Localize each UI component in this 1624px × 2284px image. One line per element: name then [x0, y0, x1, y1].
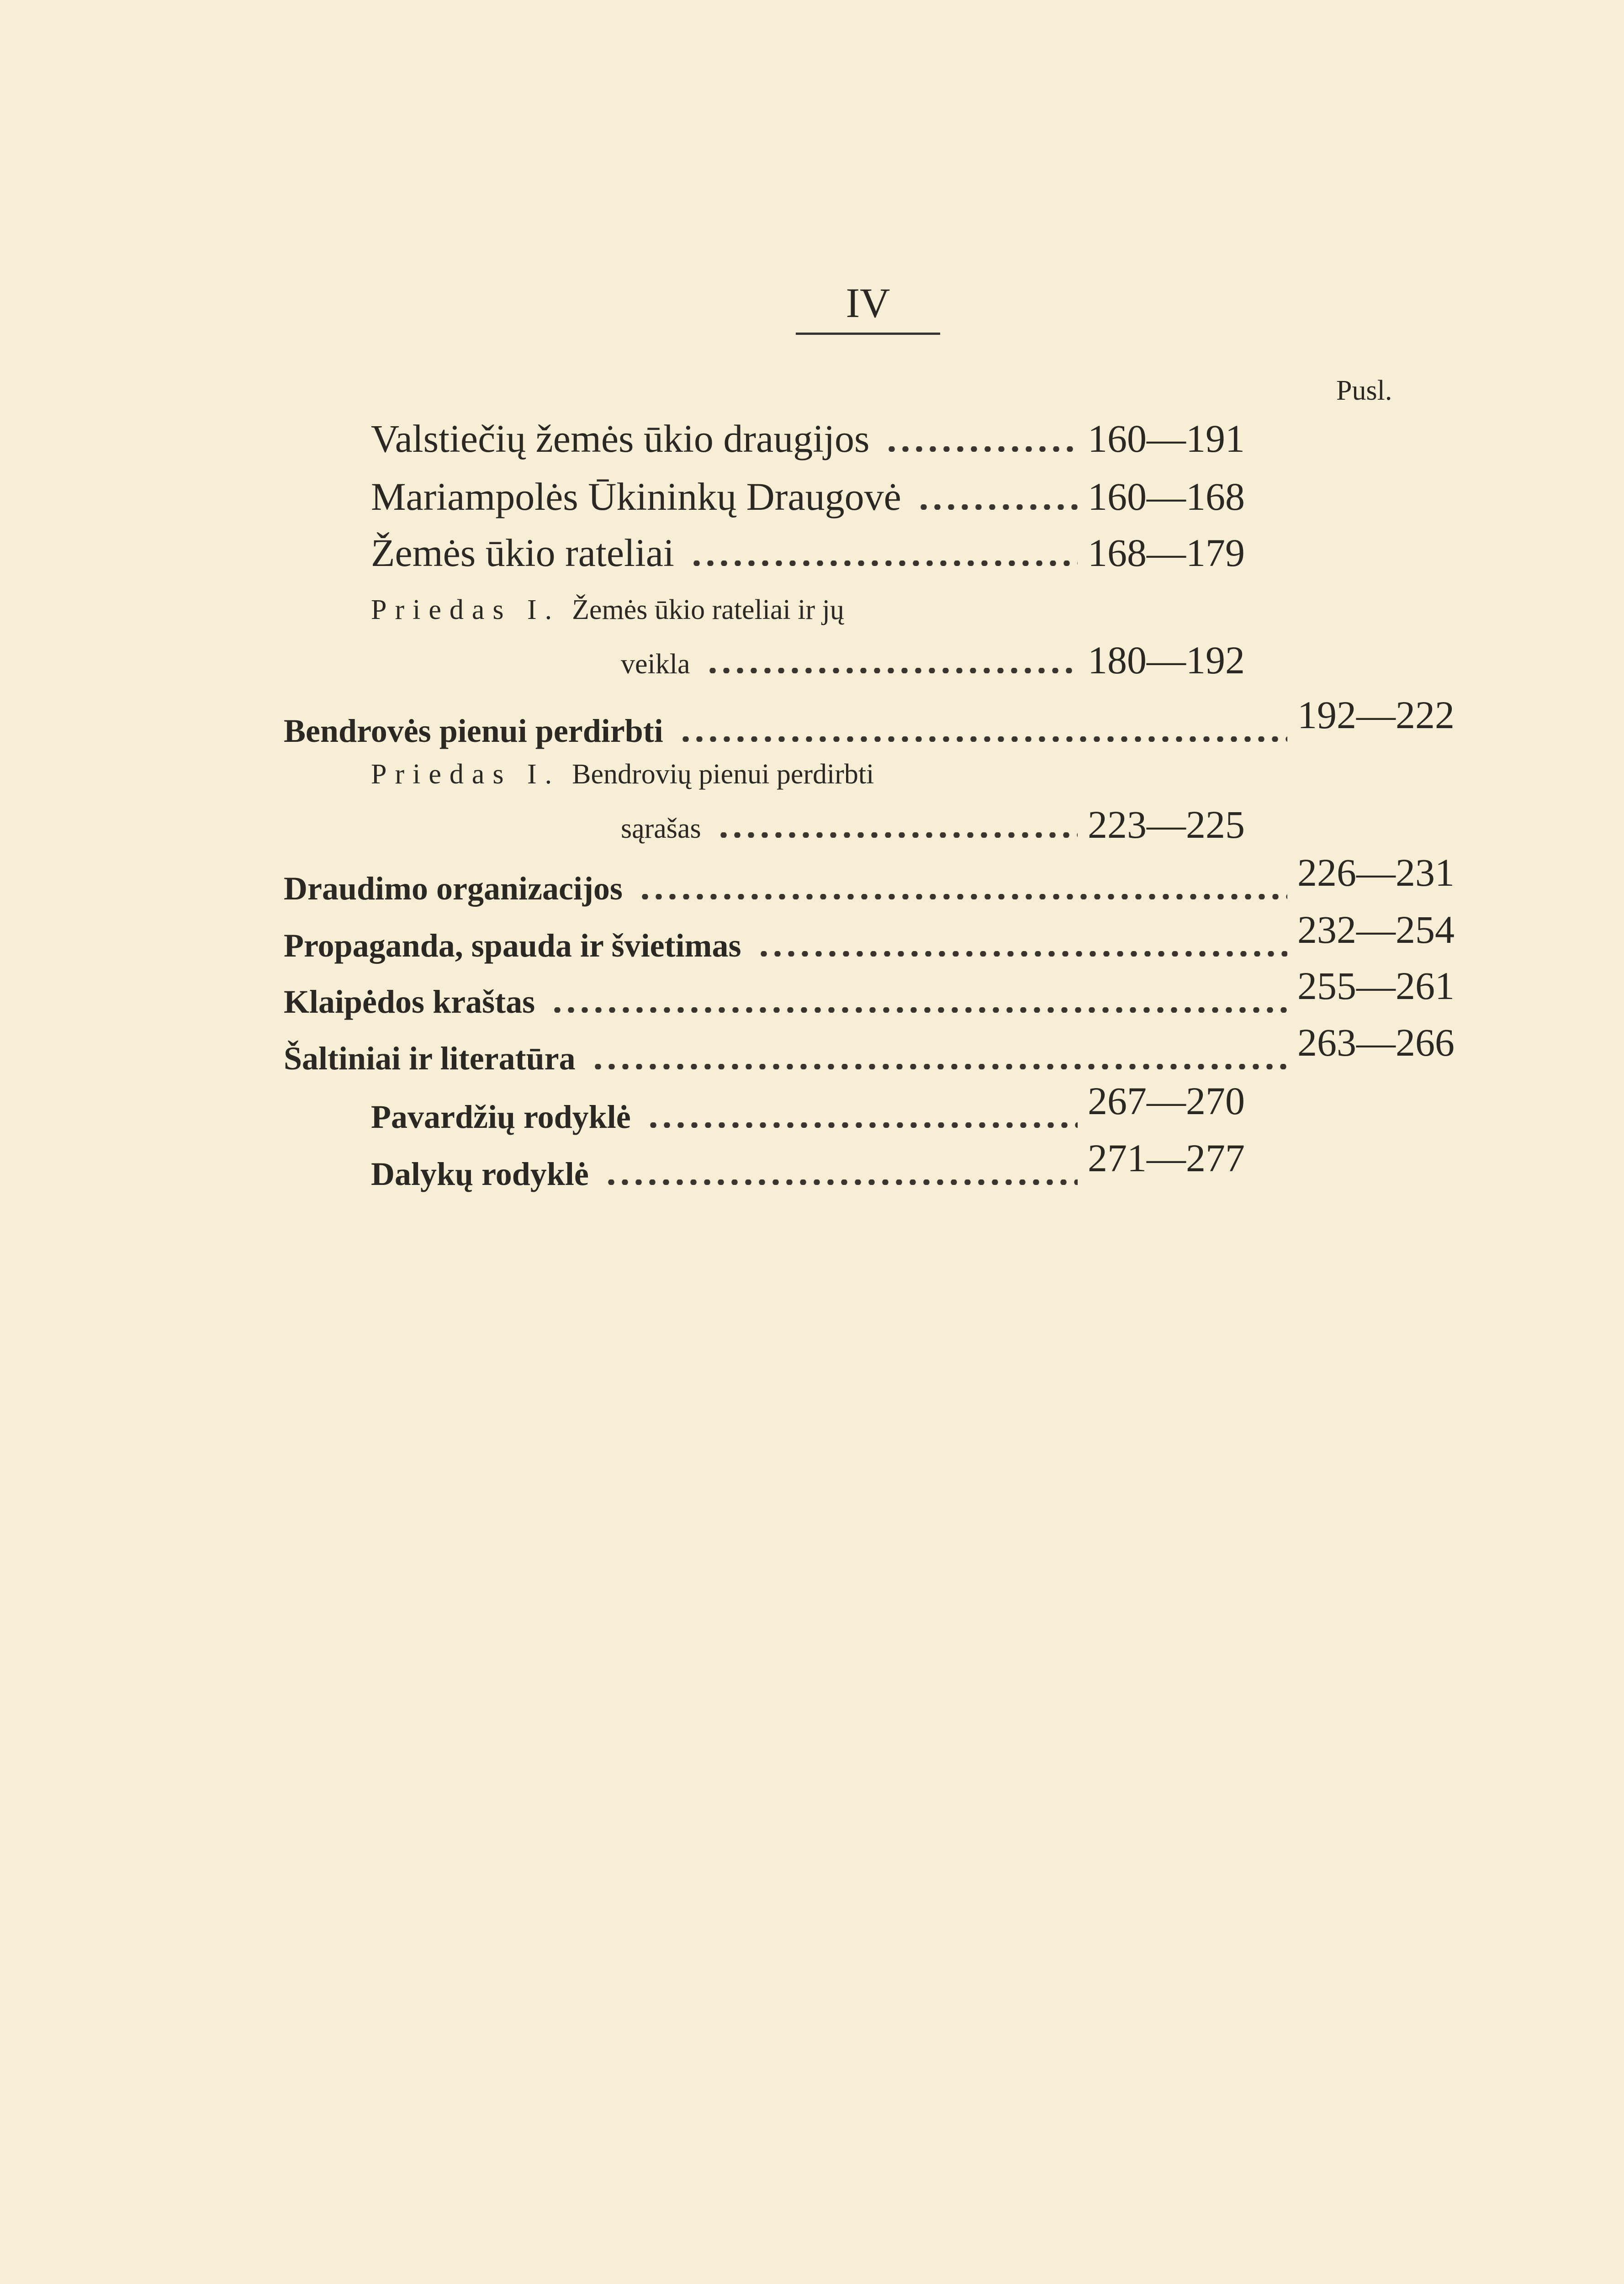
- dot-leader: [638, 894, 1287, 899]
- toc-entry: [284, 851, 1455, 909]
- dot-leader: [604, 1179, 1078, 1185]
- toc-entry: [284, 964, 1455, 1022]
- dot-leader: [706, 668, 1078, 673]
- entry-pages: 160—168: [1088, 475, 1245, 518]
- dot-leader: [646, 1122, 1078, 1128]
- entry-title: Propaganda, spauda ir švietimas: [284, 927, 741, 964]
- dot-leader: [679, 736, 1287, 742]
- toc-entry: [284, 908, 1455, 966]
- entry-pages: 263—266: [1297, 1020, 1455, 1064]
- toc-entry: [371, 474, 1245, 519]
- entry-title: Mariampolės Ūkininkų Draugovė: [371, 475, 901, 518]
- entry-pages: 223—225: [1088, 803, 1245, 846]
- entry-pages: 255—261: [1297, 964, 1455, 1008]
- toc-appendix-continuation: [621, 802, 1245, 847]
- entry-title: Klaipėdos kraštas: [284, 983, 535, 1020]
- entry-title: Bendrovės pienui perdirbti: [284, 713, 663, 749]
- entry-pages: 192—222: [1297, 693, 1455, 737]
- page-number: IV: [846, 280, 890, 326]
- entry-pages: 180—192: [1088, 638, 1245, 682]
- dot-leader: [550, 1007, 1287, 1013]
- appendix-prefix: Priedas I.: [371, 594, 561, 625]
- toc-entry: [284, 1020, 1455, 1079]
- appendix-prefix: Priedas I.: [371, 759, 561, 790]
- entry-pages: 160—191: [1088, 417, 1245, 460]
- toc-entry: [371, 416, 1245, 461]
- toc-entry: [371, 530, 1245, 576]
- entry-title-continuation: veikla: [621, 649, 690, 680]
- toc-entry: [371, 1136, 1245, 1195]
- entry-pages: 267—270: [1088, 1079, 1245, 1123]
- dot-leader: [757, 951, 1287, 957]
- toc-appendix-entry: [371, 594, 844, 626]
- pages-column-label: Pusl.: [1336, 375, 1392, 406]
- toc-entry: [284, 693, 1455, 751]
- entry-title: Draudimo organizacijos: [284, 870, 623, 907]
- header-rule: [796, 333, 940, 335]
- toc-entry: [371, 1079, 1245, 1137]
- entry-title: Žemės ūkio rateliai ir jų: [572, 594, 844, 625]
- entry-title: Valstiečių žemės ūkio draugijos: [371, 417, 870, 460]
- entry-title: Pavardžių rodyklė: [371, 1099, 631, 1135]
- entry-title-continuation: sąrašas: [621, 813, 701, 844]
- entry-pages: 271—277: [1088, 1136, 1245, 1180]
- entry-title: Šaltiniai ir literatūra: [284, 1040, 576, 1077]
- entry-pages: 232—254: [1297, 908, 1455, 952]
- entry-title: Bendrovių pienui perdirbti: [572, 759, 874, 790]
- dot-leader: [591, 1064, 1287, 1069]
- dot-leader: [717, 832, 1078, 838]
- dot-leader: [885, 446, 1078, 452]
- entry-pages: 168—179: [1088, 531, 1245, 575]
- entry-title: Žemės ūkio rateliai: [371, 531, 674, 575]
- entry-title: Dalykų rodyklė: [371, 1156, 589, 1192]
- entry-pages: 226—231: [1297, 851, 1455, 894]
- dot-leader: [690, 560, 1078, 566]
- toc-appendix-entry: [371, 758, 874, 791]
- toc-appendix-continuation: [621, 637, 1245, 683]
- dot-leader: [917, 504, 1078, 510]
